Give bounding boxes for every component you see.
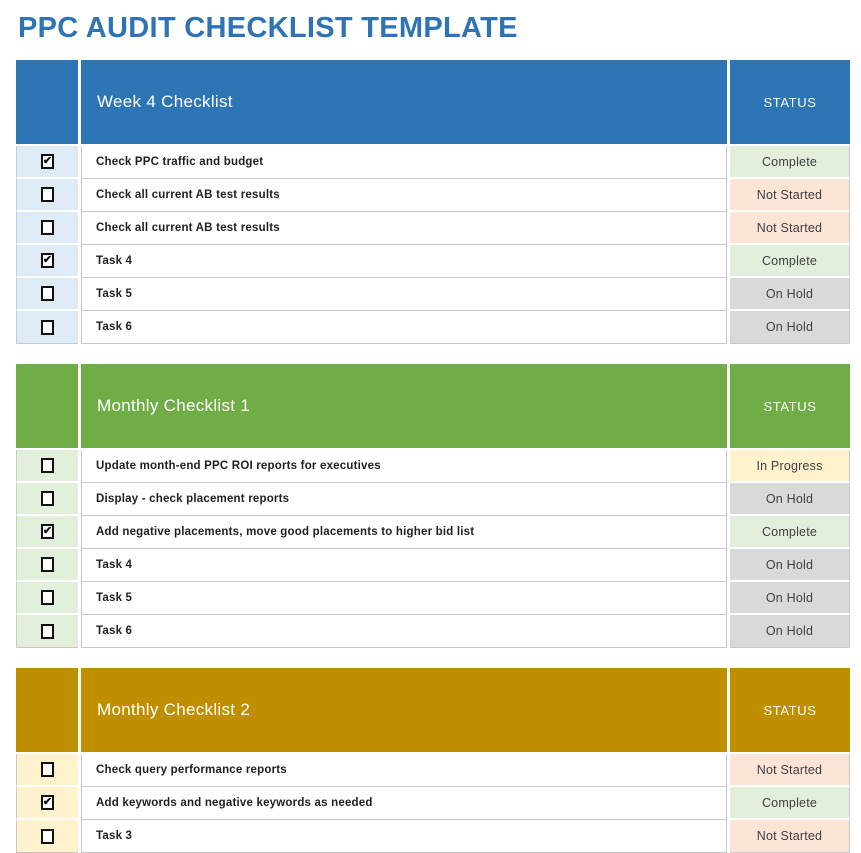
- status-cell[interactable]: On Hold: [730, 615, 850, 648]
- task-label: Update month-end PPC ROI reports for executives: [96, 460, 381, 472]
- status-cell[interactable]: Complete: [730, 245, 850, 278]
- status-column-header: STATUS: [730, 668, 850, 752]
- task-cell[interactable]: [81, 245, 727, 278]
- table-title: Monthly Checklist 2: [81, 668, 727, 752]
- checkbox-cell: [16, 483, 78, 516]
- page-title: PPC AUDIT CHECKLIST TEMPLATE: [18, 12, 518, 44]
- task-cell[interactable]: [81, 450, 727, 483]
- task-checkbox[interactable]: [41, 491, 54, 506]
- table-title: Monthly Checklist 1: [81, 364, 727, 448]
- table-header: [16, 668, 850, 752]
- table-row: [16, 820, 850, 853]
- status-cell[interactable]: On Hold: [730, 582, 850, 615]
- task-checkbox[interactable]: [41, 220, 54, 235]
- task-checkbox[interactable]: [41, 762, 54, 777]
- checkbox-cell: [16, 311, 78, 344]
- table-header: [16, 364, 850, 448]
- checkbox-cell: [16, 615, 78, 648]
- header-corner-cell: [16, 668, 78, 752]
- checkbox-cell: [16, 212, 78, 245]
- task-checkbox[interactable]: [41, 458, 54, 473]
- checklist-table: [16, 668, 850, 853]
- task-label: Check all current AB test results: [96, 222, 280, 234]
- table-row: [16, 212, 850, 245]
- task-cell[interactable]: [81, 787, 727, 820]
- table-row: [16, 582, 850, 615]
- task-label: Task 4: [96, 255, 133, 267]
- task-checkbox[interactable]: [41, 590, 54, 605]
- checklist-tables: [16, 60, 849, 853]
- table-row: [16, 146, 850, 179]
- task-cell[interactable]: [81, 754, 727, 787]
- status-column-header: STATUS: [730, 60, 850, 144]
- task-cell[interactable]: [81, 311, 727, 344]
- task-label: Add keywords and negative keywords as needed: [96, 797, 373, 809]
- table-body: [16, 146, 850, 344]
- status-cell[interactable]: Complete: [730, 787, 850, 820]
- table-row: [16, 278, 850, 311]
- table-row: [16, 245, 850, 278]
- task-label: Check all current AB test results: [96, 189, 280, 201]
- task-label: Task 4: [96, 559, 133, 571]
- table-row: [16, 787, 850, 820]
- header-corner-cell: [16, 364, 78, 448]
- table-row: [16, 754, 850, 787]
- table-row: [16, 516, 850, 549]
- checkbox-cell: [16, 278, 78, 311]
- checkbox-cell: [16, 516, 78, 549]
- status-cell[interactable]: On Hold: [730, 278, 850, 311]
- status-cell[interactable]: On Hold: [730, 483, 850, 516]
- status-column-header: STATUS: [730, 364, 850, 448]
- status-cell[interactable]: Complete: [730, 146, 850, 179]
- checkbox-cell: [16, 450, 78, 483]
- table-row: [16, 450, 850, 483]
- task-label: Check query performance reports: [96, 764, 287, 776]
- checklist-table: [16, 364, 850, 648]
- task-cell[interactable]: [81, 516, 727, 549]
- task-cell[interactable]: [81, 146, 727, 179]
- task-checkbox[interactable]: [41, 320, 54, 335]
- task-checkbox[interactable]: [41, 557, 54, 572]
- table-header: [16, 60, 850, 144]
- table-row: [16, 179, 850, 212]
- task-cell[interactable]: [81, 820, 727, 853]
- task-label: Task 6: [96, 321, 133, 333]
- checkbox-cell: [16, 787, 78, 820]
- task-label: Task 3: [96, 830, 133, 842]
- task-label: Check PPC traffic and budget: [96, 156, 264, 168]
- task-cell[interactable]: [81, 483, 727, 516]
- checklist-table: [16, 60, 850, 344]
- checkbox-cell: [16, 820, 78, 853]
- status-cell[interactable]: Complete: [730, 516, 850, 549]
- task-cell[interactable]: [81, 212, 727, 245]
- task-checkbox[interactable]: [41, 829, 54, 844]
- table-title: Week 4 Checklist: [81, 60, 727, 144]
- task-checkbox[interactable]: ✔: [42, 254, 53, 266]
- table-body: [16, 450, 850, 648]
- task-label: Task 5: [96, 592, 133, 604]
- task-label: Display - check placement reports: [96, 493, 290, 505]
- checkbox-cell: [16, 582, 78, 615]
- task-checkbox[interactable]: ✔: [42, 796, 53, 808]
- status-cell[interactable]: Not Started: [730, 820, 850, 853]
- status-cell[interactable]: Not Started: [730, 212, 850, 245]
- task-cell[interactable]: [81, 615, 727, 648]
- table-row: [16, 615, 850, 648]
- task-checkbox[interactable]: [41, 624, 54, 639]
- table-row: [16, 483, 850, 516]
- header-corner-cell: [16, 60, 78, 144]
- checkbox-cell: [16, 179, 78, 212]
- status-cell[interactable]: Not Started: [730, 754, 850, 787]
- status-cell[interactable]: On Hold: [730, 549, 850, 582]
- status-cell[interactable]: On Hold: [730, 311, 850, 344]
- status-cell[interactable]: Not Started: [730, 179, 850, 212]
- checkbox-cell: [16, 754, 78, 787]
- task-label: Task 6: [96, 625, 133, 637]
- table-body: [16, 754, 850, 853]
- checkbox-cell: [16, 245, 78, 278]
- task-cell[interactable]: [81, 549, 727, 582]
- status-cell[interactable]: In Progress: [730, 450, 850, 483]
- checkbox-cell: [16, 146, 78, 179]
- table-row: [16, 549, 850, 582]
- task-checkbox[interactable]: [41, 187, 54, 202]
- task-checkbox[interactable]: [41, 286, 54, 301]
- task-cell[interactable]: [81, 179, 727, 212]
- task-label: Task 5: [96, 288, 133, 300]
- task-label: Add negative placements, move good placements to higher bid list: [96, 526, 475, 538]
- task-checkbox[interactable]: ✔: [42, 525, 53, 537]
- task-cell[interactable]: [81, 278, 727, 311]
- task-cell[interactable]: [81, 582, 727, 615]
- checkbox-cell: [16, 549, 78, 582]
- task-checkbox[interactable]: ✔: [42, 155, 53, 167]
- table-row: [16, 311, 850, 344]
